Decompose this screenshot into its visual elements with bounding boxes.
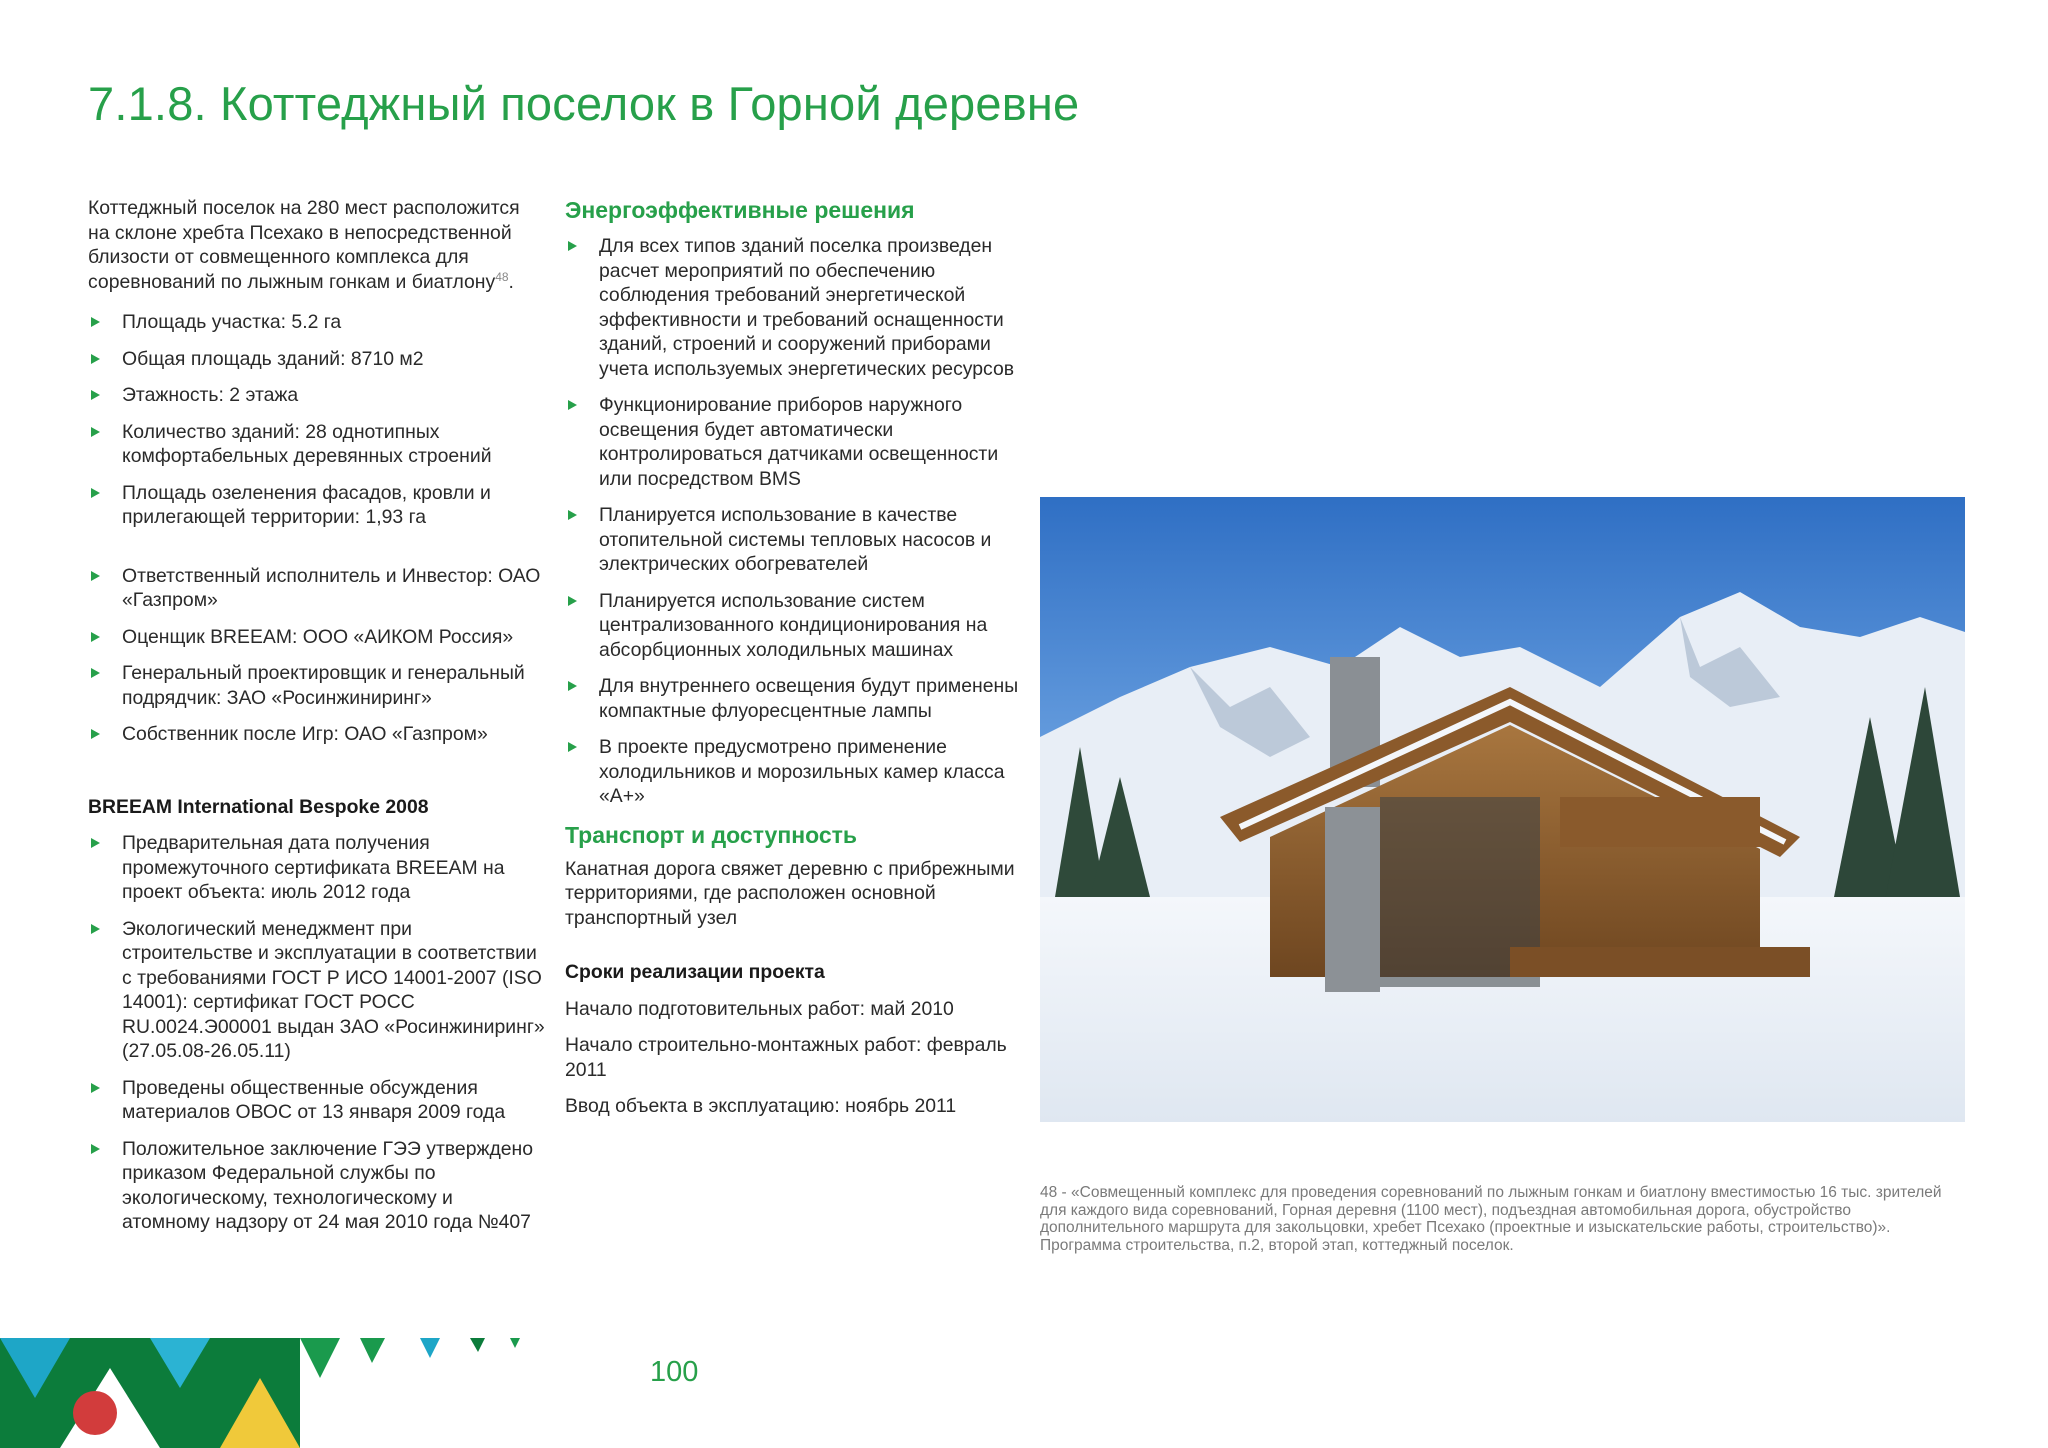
breeam-heading: BREEAM International Bespoke 2008 [88,795,429,818]
intro-text: Коттеджный поселок на 280 мест расположится на склоне хребта Псехако в непосредственной близости от совмещенного комплекса для соревнований по лыжным гонкам и биатлону [88,197,520,293]
parties-list [88,564,546,747]
intro-end: . [508,270,514,293]
pattern-triangle [470,1338,485,1352]
page-title: 7.1.8. Коттеджный поселок в Горной деревне [88,77,1080,130]
energy-item: Планируется использование в качестве отопительной системы тепловых насосов и электрических обогревателей [565,503,1035,577]
transport-heading: Транспорт и доступность [565,821,858,848]
footnote-ref: 48 [495,269,509,284]
party-item: Оценщик BREEAM: ООО «АИКОМ Россия» [88,625,546,650]
breeam-list [88,831,546,1235]
breeam-item: Экологический менеджмент при строительстве и эксплуатации в соответствии с требованиями ГОСТ Р ИСО 14001-2007 (ISO 14001): сертификат ГОСТ РОСС RU.0024.Э00001 выдан ЗАО «Росинжиниринг» (27.05.08-26.05.11) [88,917,546,1064]
stone-wall [1325,807,1380,992]
energy-list [565,234,1035,809]
chalet-illustration [1040,497,1965,1122]
left-column [88,196,546,1235]
schedule-item: Начало строительно-монтажных работ: февраль 2011 [565,1034,1007,1081]
intro-paragraph [88,196,546,294]
energy-item: Планируется использование систем централизованного кондиционирования на абсорбционных холодильных машинах [565,589,1035,663]
energy-item: Для всех типов зданий поселка произведен расчет мероприятий по обеспечению соблюдения требований энергетической эффективности и требований оснащенности зданий, строений и сооружений приборами учета используемых энергетических ресурсов [565,234,1035,381]
transport-text: Канатная дорога свяжет деревню с прибрежными территориями, где расположен основной транспортный узел [565,857,1015,929]
energy-item: Функционирование приборов наружного освещения будет автоматически контролироваться датчиками освещенности или посредством BMS [565,393,1035,491]
fact-item: Общая площадь зданий: 8710 м2 [88,347,546,372]
balcony [1560,797,1760,847]
party-item: Ответственный исполнитель и Инвестор: ОАО «Газпром» [88,564,546,613]
breeam-item: Положительное заключение ГЭЭ утверждено приказом Федеральной службы по экологическому, технологическому и атомному надзору от 24 мая 2010 года №407 [88,1137,546,1235]
schedule-heading: Сроки реализации проекта [565,961,825,983]
facts-list [88,310,546,530]
fact-item: Количество зданий: 28 однотипных комфортабельных деревянных строений [88,420,546,469]
pattern-triangle [420,1338,440,1358]
page-number: 100 [650,1356,699,1388]
decorative-pattern [0,1338,600,1448]
energy-item: В проекте предусмотрено применение холодильников и морозильных камер класса «А+» [565,735,1035,809]
breeam-item: Предварительная дата получения промежуточного сертификата BREEAM на проект объекта: июль 2012 года [88,831,546,905]
pattern-triangle [300,1338,340,1378]
schedule-item: Начало подготовительных работ: май 2010 [565,997,954,1020]
energy-heading: Энергоэффективные решения [565,197,915,223]
fact-item: Площадь озеленения фасадов, кровли и прилегающей территории: 1,93 га [88,481,546,530]
energy-item: Для внутреннего освещения будут применены компактные флуоресцентные лампы [565,674,1035,723]
pattern-circle [73,1391,117,1435]
pattern-triangle [510,1338,520,1348]
party-item: Собственник после Игр: ОАО «Газпром» [88,722,546,747]
pattern-triangle [360,1338,385,1363]
photo-caption: 48 - «Совмещенный комплекс для проведения соревнований по лыжным гонкам и биатлону вместимостью 16 тыс. зрителей для каждого вида соревнований, Горная деревня (1100 мест), подъездная автомобильная дорога, обустройство дополнительного маршрута для закольцовки, хребет Псехако (проектные и изыскательские работы, строительство)». Программа строительства, п.2, второй этап, коттеджный поселок. [1040,1184,1942,1254]
middle-column [565,196,1035,1119]
fact-item: Этажность: 2 этажа [88,383,546,408]
schedule-item: Ввод объекта в эксплуатацию: ноябрь 2011 [565,1095,957,1117]
fact-item: Площадь участка: 5.2 га [88,310,546,335]
terrace [1510,947,1810,977]
chalet-photo [1040,497,1965,1122]
party-item: Генеральный проектировщик и генеральный подрядчик: ЗАО «Росинжиниринг» [88,661,546,710]
breeam-item: Проведены общественные обсуждения материалов ОВОС от 13 января 2009 года [88,1076,546,1125]
